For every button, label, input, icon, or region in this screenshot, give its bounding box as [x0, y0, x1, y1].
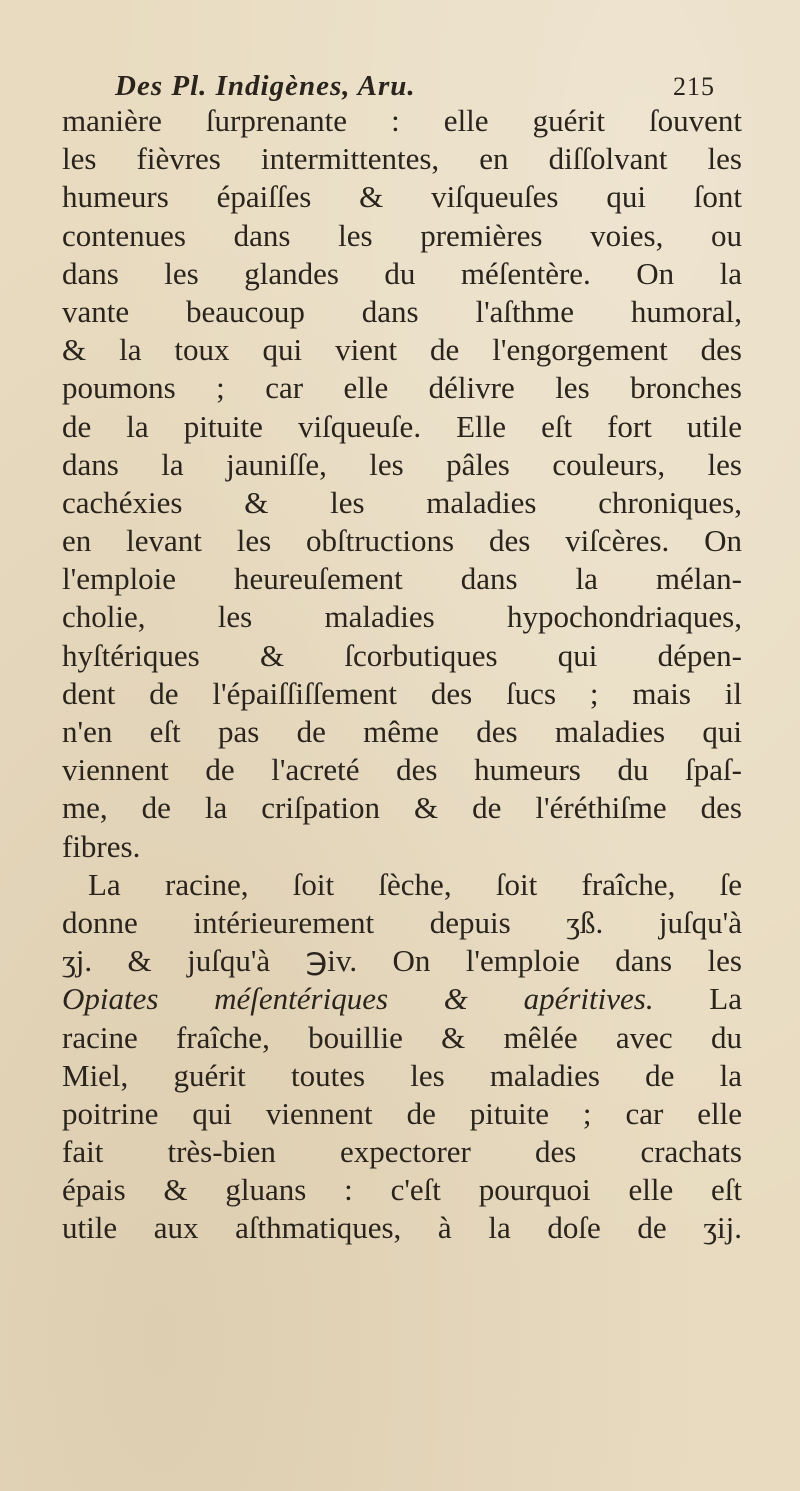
- text-line: utile aux aſthmatiques, à la doſe de ʒij.: [62, 1210, 742, 1246]
- text-line: de la pituite viſqueuſe. Elle eſt fort utile: [62, 408, 742, 444]
- text-line-mixed: [62, 980, 742, 1018]
- text-line: & la toux qui vient de l'engorgement des: [62, 332, 742, 368]
- page-number: 215: [673, 72, 715, 101]
- text-line: viennent de l'acreté des humeurs du ſpaſ-: [62, 752, 742, 788]
- text-line: cachéxies & les maladies chroniques,: [62, 484, 742, 520]
- text-line: poumons ; car elle délivre les bronches: [62, 370, 742, 406]
- text-line: n'en eſt pas de même des maladies qui: [62, 714, 742, 749]
- text-line: dans la jauniſſe, les pâles couleurs, les: [62, 446, 742, 482]
- text-line: dans les glandes du méſentère. On la: [62, 255, 742, 291]
- text-line: manière ſurprenante : elle guérit ſouvent: [62, 103, 742, 138]
- text-line: La racine, ſoit ſèche, ſoit fraîche, ſe: [88, 866, 742, 902]
- italic-phrase: Opiates méſentériques & apéritives.: [62, 981, 654, 1017]
- text-line: Miel, guérit toutes les maladies de la: [62, 1057, 742, 1093]
- text-line: vante beaucoup dans l'aſthme humoral,: [62, 293, 742, 329]
- text-line: hyſtériques & ſcorbutiques qui dépen-: [62, 637, 742, 673]
- text-line: racine fraîche, bouillie & mêlée avec du: [62, 1019, 742, 1055]
- running-title: Des Pl. Indigènes, Aru.: [115, 70, 416, 102]
- text-line: ʒj. & juſqu'à ℈iv. On l'emploie dans les: [62, 943, 742, 979]
- text-line: donne intérieurement depuis ʒß. juſqu'à: [62, 904, 742, 940]
- text-line: humeurs épaiſſes & viſqueuſes qui ſont: [62, 179, 742, 215]
- text-line: fait très-bien expectorer des crachats: [62, 1134, 742, 1170]
- text-line: me, de la criſpation & de l'éréthiſme des: [62, 790, 742, 826]
- text-line: cholie, les maladies hypochondriaques,: [62, 599, 742, 635]
- text-line: poitrine qui viennent de pituite ; car elle: [62, 1095, 742, 1131]
- text-line: contenues dans les premières voies, ou: [62, 217, 742, 253]
- body-text: [62, 102, 742, 1248]
- text-line: les fièvres intermittentes, en diſſolvant les: [62, 141, 742, 177]
- text-line: l'emploie heureuſement dans la mélan-: [62, 561, 742, 597]
- text-line: en levant les obſtructions des viſcères. On: [62, 523, 742, 559]
- text-fragment: La: [709, 981, 742, 1017]
- text-line: fibres.: [62, 828, 141, 864]
- text-line: épais & gluans : c'eſt pourquoi elle eſt: [62, 1172, 742, 1208]
- text-line: dent de l'épaiſſiſſement des ſucs ; mais il: [62, 675, 742, 711]
